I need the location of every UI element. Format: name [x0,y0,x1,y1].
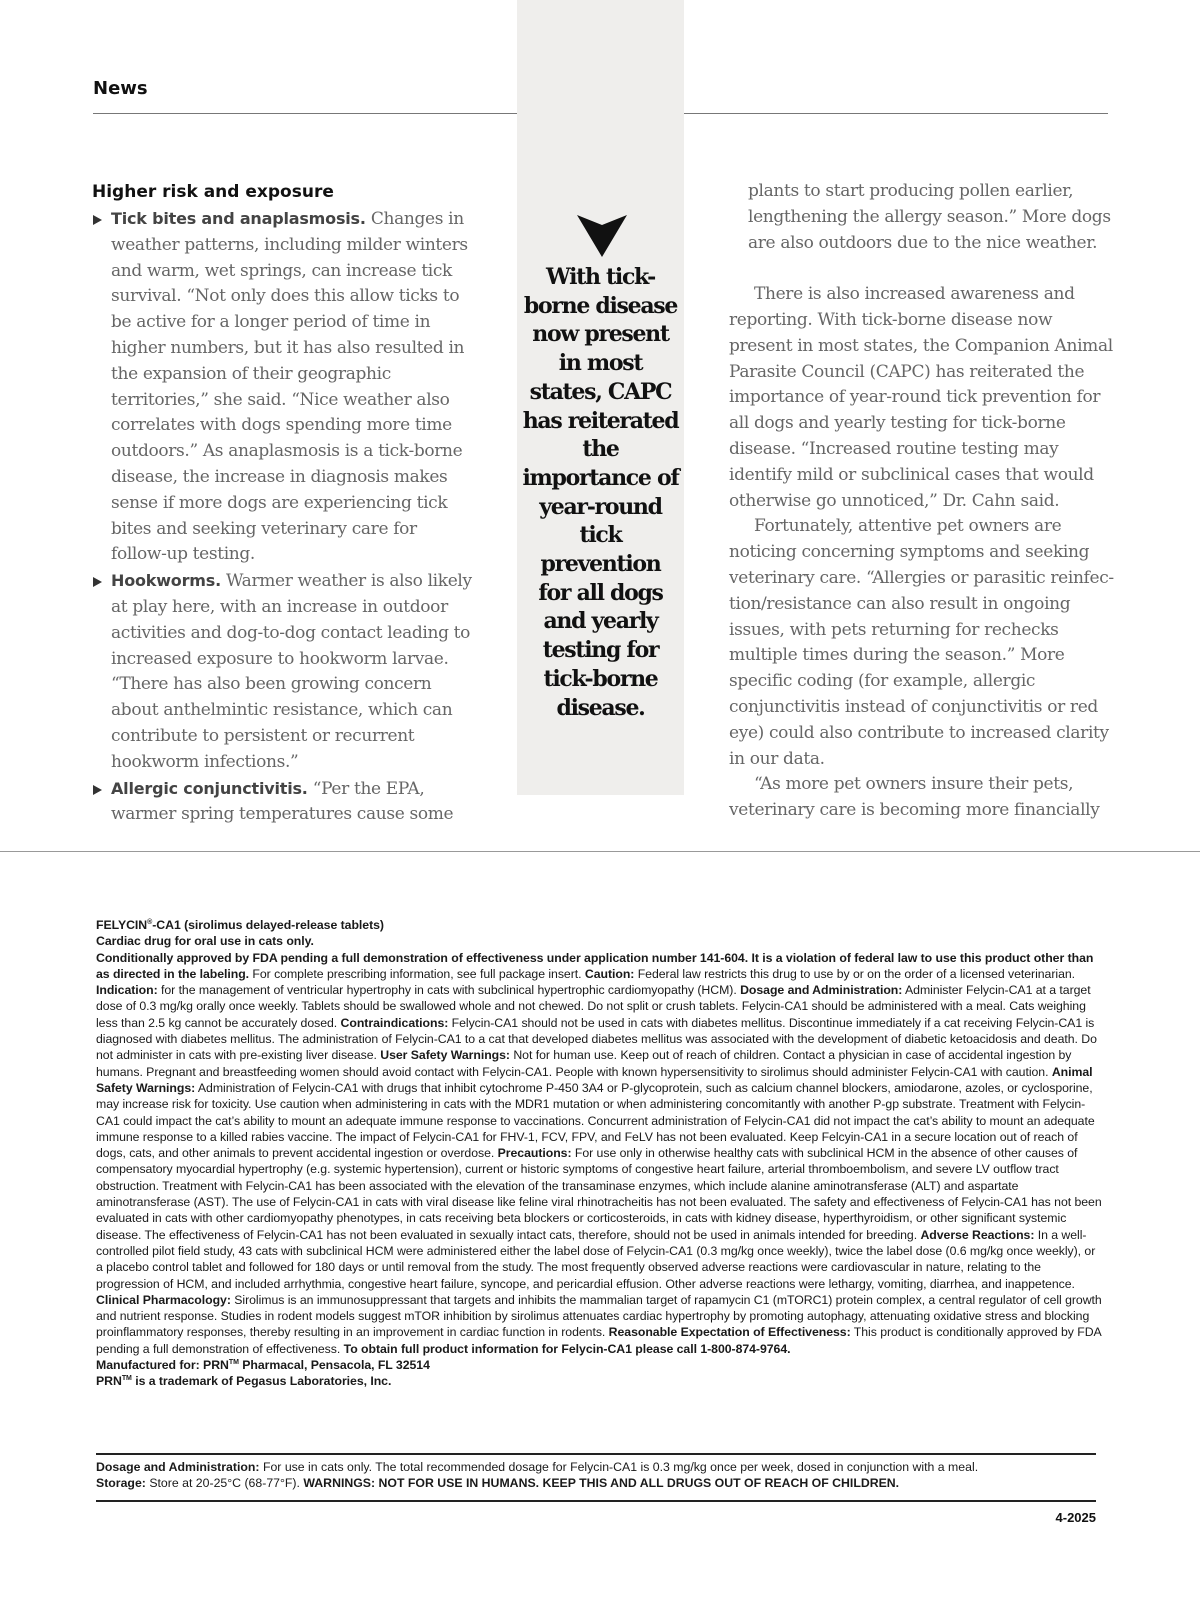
box-dosage-line: Dosage and Administration: For use in cats only. The total recommended dosage for Felycin-CA1 is 0.3 mg/kg once per week, dosed in conjunction with a meal. [96,1460,979,1474]
triangle-right-icon [93,785,102,795]
bullet-item [92,568,477,775]
bullet-term: Hookworms. [111,571,221,591]
product-title: FELYCIN®-CA1 (sirolimus delayed-release tablets) [96,918,384,932]
bullet-list [92,206,477,828]
box-storage-line: Storage: Store at 20-25°C (68-77°F). WARNINGS: NOT FOR USE IN HUMANS. KEEP THIS AND ALL DRUGS OUT OF REACH OF CHILDREN. [96,1476,900,1491]
ad-divider [0,851,1200,852]
revision-code: 4-2025 [1055,1510,1096,1525]
trademark-line: PRN™ is a trademark of Pegasus Laboratories, Inc. [96,1374,392,1389]
prescribing-information [96,917,1102,1390]
paragraph-gap [729,256,1119,282]
bullet-term: Allergic conjunctivitis. [111,778,308,798]
body-paragraph: “As more pet owners insure their pets, veterinary care is becoming more financially [729,774,1100,821]
body-paragraph: Fortunately, attentive pet owners are noticing concerning symptoms and seeking veterinary care. “Allergies or parasitic reinfection/resistance can also result in ongoing issues, with pets returning for rechecks multiple times during the season.” More specific coding (for example, allergic conjunctivitis instead of conjunctivitis or red eye) could also contribute to increased clarity in our data. [729,516,1115,769]
bullet-text: Changes in weather patterns, including milder winters and warm, wet springs, can increase tick survival. “Not only does this allow ticks to be active for a longer period of time in higher numbers, but it has also resulted in the expansion of their geographic territories,” she said. “Nice weather also correlates with dogs spending more time outdoors.” As anaplasmosis is a tick-borne disease, the increase in diagnosis makes sense if more dogs are experiencing tick bites and seeking veterinary care for follow-up testing. [111,209,468,565]
bullet-text: Warmer weather is also likely at play here, with an increase in outdoor activities and dog-to-dog contact leading to increased exposure to hookworm larvae. “There has also been growing concern about anthelmintic resistance, which can contribute to persistent or recurrent hookworm infections.” [111,571,472,772]
section-label: News [93,78,148,99]
manufacturer-line: Manufactured for: PRN™ Pharmacal, Pensacola, FL 32514 [96,1358,430,1373]
triangle-right-icon [93,215,102,225]
subhead: Higher risk and exposure [92,182,334,202]
right-column [729,179,1119,824]
triangle-right-icon [93,577,102,587]
bullet-term: Tick bites and anaplasmosis. [111,209,366,228]
bullet-text: “Per the EPA, warmer spring temperatures cause some [111,778,454,825]
storage-box [96,1459,1102,1492]
body-paragraph: There is also increased awareness and reporting. With tick-borne disease now present in most states, the Companion Animal Parasite Council (CAPC) has reiterated the importance of year-round tick prevention for all dogs and yearly testing for tick-borne disease. “Increased routine testing may identify mild or subclinical cases that would otherwise go unnoticed,” Dr. Cahn said. [729,284,1113,511]
bullet-item [92,776,477,829]
arrow-down-icon [577,215,627,257]
left-column [92,179,477,828]
continuation-paragraph: plants to start producing pollen earlier, lengthening the allergy season.” More dogs are also outdoors due to the nice weather. [748,181,1111,253]
pull-quote: With tick-borne disease now present in most states, CAPC has reiterated the importance of year-round tick prevention for all dogs and yearly testing for tick-borne disease. [522,264,679,721]
product-subtitle: Cardiac drug for oral use in cats only. [96,934,314,949]
box-divider-bottom [96,1500,1096,1502]
box-divider-top [96,1453,1096,1455]
bullet-item [92,206,477,568]
pi-body: Conditionally approved by FDA pending a full demonstration of effectiveness under application number 141-604. It is a violation of federal law to use this product other than as directed in the labeling. For complete prescribing information, see full package insert. Caution: Federal law restricts this drug to use by or on the order of a licensed veterinarian. Indication: for the management of ventricular hypertrophy in cats with subclinical hypertrophic cardiomyopathy (HCM). Dosage and Administration: Administer Felycin-CA1 at a target dose of 0.3 mg/kg orally once weekly. Tablets should be swallowed whole and not chewed. Do not split or crush tablets. Felycin-CA1 should be administered with a meal. Cats weighing less than 2.5 kg cannot be accurately dosed. Contraindications: Felycin-CA1 should not be used in cats with diabetes mellitus. Discontinue immediately if a cat receiving Felycin-CA1 is diagnosed with diabetes mellitus. The administration of Felycin-CA1 to a cat that developed diabetes mellitus was associated with the development of diabetic ketoacidosis and death. Do not administer in cats with pre-existing liver disease. User Safety Warnings: Not for human use. Keep out of reach of children. Contact a physician in case of accidental ingestion by humans. Pregnant and breastfeeding women should avoid contact with Felycin-CA1. People with known hypersensitivity to sirolimus should administer Felycin-CA1 with caution. Animal Safety Warnings: Administration of Felycin-CA1 with drugs that inhibit cytochrome P-450 3A4 or P-glycoprotein, such as calcium channel blockers, amiodarone, azoles, or cyclosporine, may increase risk for toxicity. Use caution when administering in cats with the MDR1 mutation or when administering concomitantly with another P-gp substrate. Treatment with Felycin-CA1 could impact the cat’s ability to mount an adequate immune response to vaccinations. Concurrent administration of Felycin-CA1 did not impact the cat’s ability to mount an adequate immune response to a killed rabies vaccine. The impact of Felycin-CA1 for FHV-1, FCV, FPV, and FeLV has not been evaluated. Keep Felcyin-CA1 in a secure location out of reach of dogs, cats, and other animals to prevent accidental ingestion or overdose. Precautions: For use only in otherwise healthy cats with subclinical HCM in the absence of other causes of compensatory myocardial hypertrophy (e.g. systemic hypertension), current or historic symptoms of congestive heart failure, arterial thromboembolism, and severe LV outflow tract obstruction. Treatment with Felycin-CA1 has been associated with the elevation of the transaminase enzymes, which include alanine aminotransferase (ALT) and aspartate aminotransferase (AST). The use of Felycin-CA1 in cats with viral disease like feline viral rhinotracheitis has not been evaluated. The safety and effectiveness of Felycin-CA1 has not been evaluated in cats with other cardiomyopathy phenotypes, in cats receiving beta blockers or corticosteroids, in cats with kidney disease, hyperthyroidism, or other significant systemic disease. The effectiveness of Felycin-CA1 has not been evaluated in sexually intact cats, therefore, should not be used in animals intended for breeding. Adverse Reactions: In a well-controlled pilot field study, 43 cats with subclinical HCM were administered either the label dose of Felycin-CA1 (0.3 mg/kg once weekly), twice the label dose (0.6 mg/kg once weekly), or a placebo control tablet and followed for 180 days or until removal from the study. The most frequently observed adverse reactions were cardiovascular in nature, relating to the progression of HCM, and included arrhythmia, congestive heart failure, syncope, and pericardial effusion. Other adverse reactions were lethargy, vomiting, diarrhea, and inappetence. Clinical Pharmacology: Sirolimus is an immunosuppressant that targets and inhibits the mammalian target of rapamycin C1 (mTORC1) protein complex, a central regulator of cell growth and nutrient response. Studies in rodent models suggest mTOR inhibition by sirolimus attenuates cardiac hypertrophy by promoting autophagy, attenuating oxidative stress and blocking proinflammatory responses, thereby resulting in an improvement in cardiac function in rodents. Reasonable Expectation of Effectiveness: This product is conditionally approved by FDA pending a full demonstration of effectiveness. To obtain full product information for Felycin-CA1 please call 1-800-874-9764. [96,950,1102,1356]
